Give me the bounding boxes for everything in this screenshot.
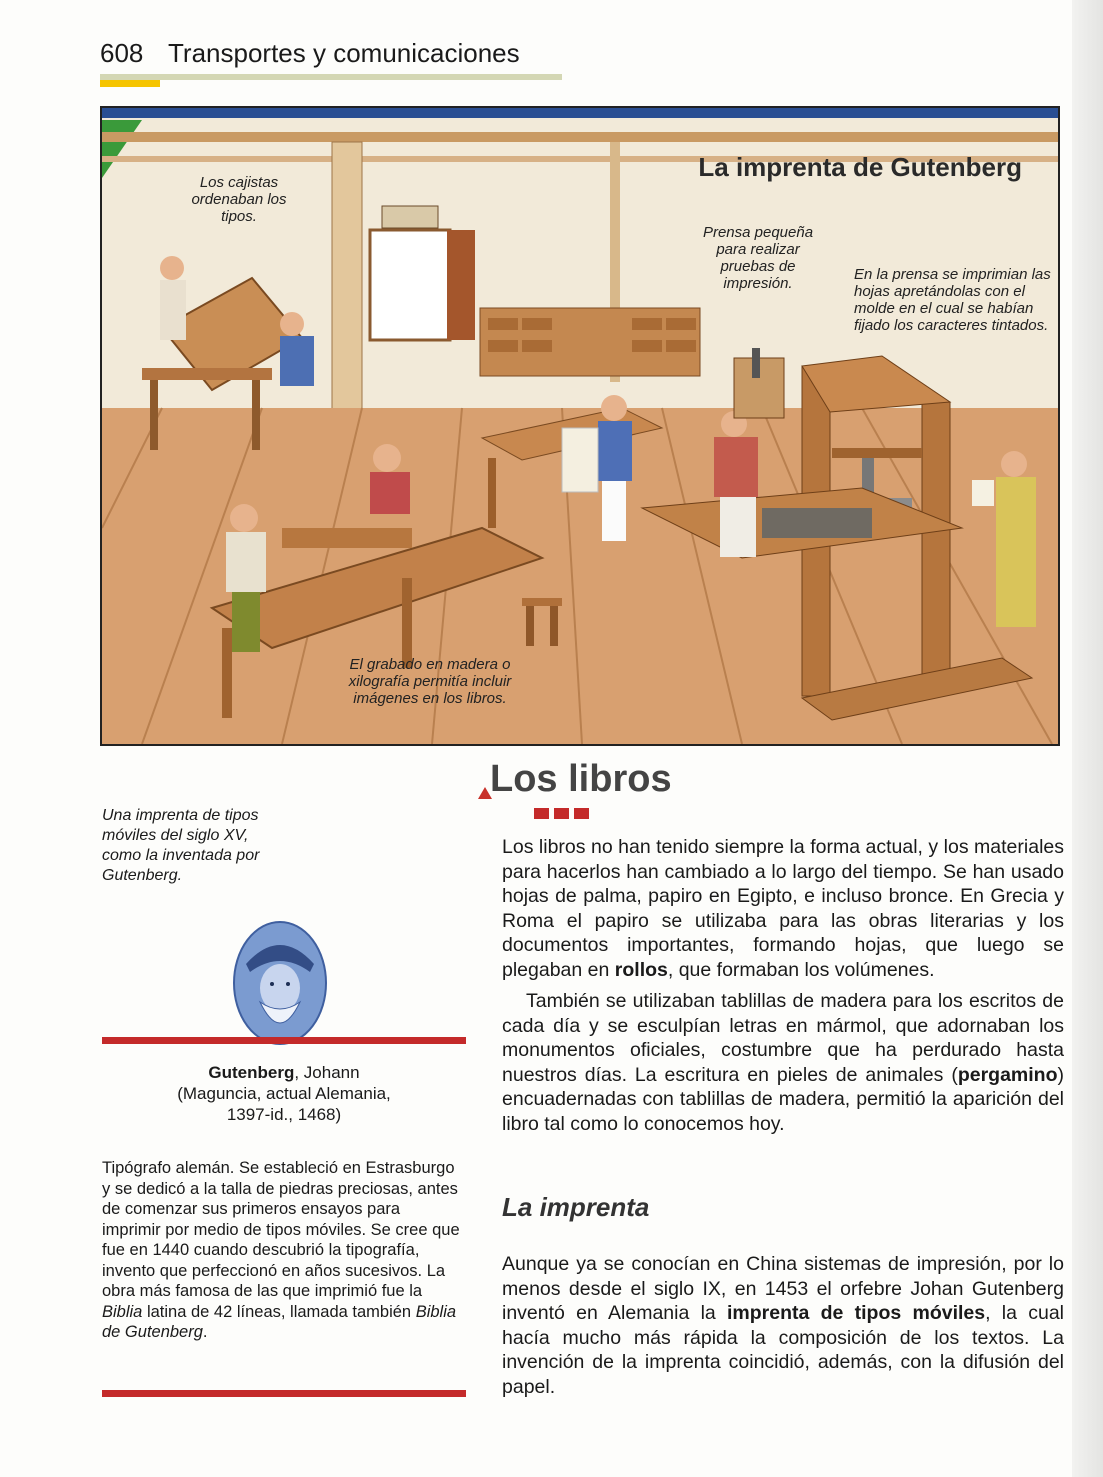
bio-text bbox=[102, 1158, 462, 1343]
caption-press: En la prensa se imprimian las hojas apretándolas con el molde en el cual se habían fijado los caracteres tintados. bbox=[854, 266, 1051, 334]
paragraph-bold: pergamino bbox=[957, 1063, 1058, 1086]
bio-name-rest: , Johann bbox=[294, 1063, 360, 1082]
bio-heading bbox=[102, 1062, 466, 1125]
bio-top-rule bbox=[102, 1037, 466, 1044]
caption-small-press: Prensa pequeña para realizar pruebas de impresión. bbox=[702, 224, 814, 292]
paragraph-2 bbox=[502, 989, 1064, 1136]
bio-bottom-rule bbox=[102, 1390, 466, 1397]
bio-text-part: Tipógrafo alemán. Se estableció en Estrasburgo y se dedicó a la talla de piedras preciosas, antes de comenzar sus primeros ensayos para imprimir por medio de tipos móviles. Se cree que fue en 1440 cuando descubrió la tipografía, invento que perfeccionó en años sucesivos. La obra más famosa de las que imprimió fue la bbox=[102, 1159, 460, 1300]
bio-text-italic: Biblia de Gutenberg bbox=[102, 1302, 457, 1341]
paragraph-bold: imprenta de tipos móviles bbox=[727, 1302, 986, 1324]
caption-engraving: El grabado en madera o xilografía permitía incluir imágenes en los libros. bbox=[348, 656, 512, 707]
gutenberg-portrait bbox=[232, 920, 328, 1046]
paragraph-text: También se utilizaban tablillas de madera para los escritos de cada día y se esculpían letras en mármol, que adornaban los monumentos oficiales, costumbre que ha perdurado hasta nuestros días. La escritura en pieles de animales ( bbox=[502, 990, 1064, 1086]
title-decoration bbox=[534, 806, 594, 824]
paragraph-text: Los libros no han tenido siempre la forma actual, y los materiales para hacerlos han cambiado a lo largo del tiempo. Se han usado hojas de palma, papiro en Egipto, e incluso bronce. En Grecia y Roma el papiro se utilizaba para las obras literarias y los documentos importantes, formando hojas, que luego se plegaban en bbox=[502, 836, 1064, 981]
paragraph-text: Aunque ya se conocían en China sistemas de impresión, por lo menos desde el siglo IX, en 1453 el orfebre Johan Gutenberg inventó en Alemania la bbox=[502, 1253, 1064, 1324]
paragraph-bold: rollos bbox=[614, 958, 668, 981]
bio-text-italic: Biblia bbox=[102, 1302, 143, 1321]
printing-shop-illustration bbox=[100, 106, 1060, 746]
paragraph-text: , la cual hacía mucho más rápida la composición de los textos. La invención de la imprenta coincidió, además, con la difusión del papel. bbox=[502, 1302, 1064, 1398]
section-title: Los libros bbox=[490, 758, 672, 800]
page-edge-shadow bbox=[1072, 0, 1103, 1477]
header-rule bbox=[100, 74, 562, 80]
illustration-title: La imprenta de Gutenberg bbox=[698, 152, 1022, 182]
page-number: 608 bbox=[100, 38, 144, 68]
bio-text-part: . bbox=[202, 1323, 208, 1341]
bio-origin: (Maguncia, actual Alemania, bbox=[177, 1084, 391, 1103]
bio-text-part: latina de 42 líneas, llamada también bbox=[142, 1302, 416, 1321]
paragraph-text: ) encuadernadas con tablillas de madera, permitió la aparición del libro tal como lo conocemos hoy. bbox=[502, 1063, 1064, 1135]
section-header-title: Transportes y comunicaciones bbox=[168, 38, 520, 68]
header-accent-bar bbox=[100, 80, 160, 87]
paragraph-3 bbox=[502, 1252, 1064, 1399]
subsection-title: La imprenta bbox=[502, 1192, 650, 1222]
illustration-side-caption: Una imprenta de tipos móviles del siglo XV, como la inventada por Gutenberg. bbox=[102, 807, 260, 884]
paragraph-text: , que formaban los volúmenes. bbox=[667, 958, 935, 981]
illustration-top-bar bbox=[102, 108, 1058, 118]
caption-cajistas: Los cajistas ordenaban los tipos. bbox=[191, 174, 287, 225]
bio-dates: 1397-id., 1468) bbox=[226, 1105, 342, 1124]
bio-name-bold: Gutenberg bbox=[208, 1063, 295, 1082]
paragraph-1 bbox=[502, 835, 1064, 982]
